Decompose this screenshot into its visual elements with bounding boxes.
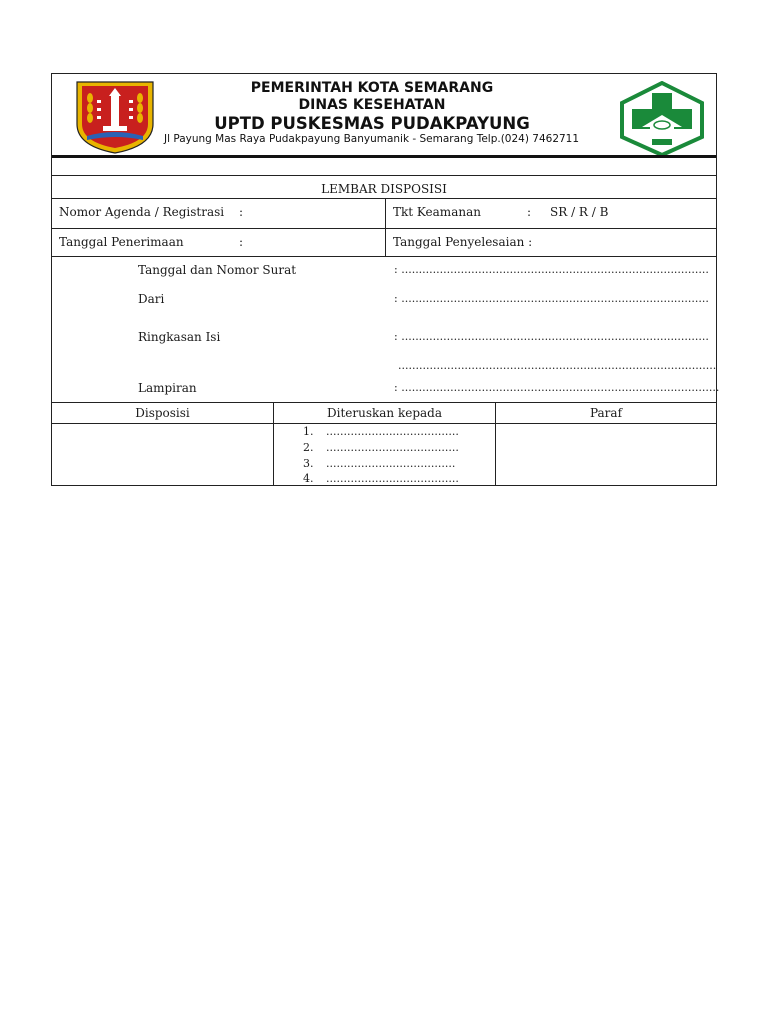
agenda-colon: :	[239, 205, 244, 219]
puskesmas-logo-icon	[618, 81, 706, 157]
field-label: Ringkasan Isi	[138, 330, 221, 344]
clinic-address: Jl Payung Mas Raya Pudakpayung Banyumanik - Semarang Telp.(024) 7462711	[164, 133, 580, 145]
field-dots: : ........................................................................................	[394, 330, 709, 343]
column-header-disposisi: Disposisi	[135, 406, 190, 420]
divider	[52, 423, 716, 424]
divider	[385, 198, 386, 257]
recipient-number: 3.	[303, 457, 314, 470]
completion-date-label: Tanggal Penyelesaian :	[393, 235, 533, 249]
government-name: PEMERINTAH KOTA SEMARANG	[250, 80, 494, 96]
recipient-number: 4.	[303, 472, 314, 485]
city-emblem-icon	[73, 80, 157, 154]
field-dots: : ...........................................................................................	[394, 381, 720, 394]
form-title: LEMBAR DISPOSISI	[321, 182, 447, 196]
divider	[52, 175, 716, 176]
divider	[52, 402, 716, 403]
recipient-dots: ......................................	[326, 425, 459, 438]
divider	[52, 256, 716, 257]
clinic-name: UPTD PUSKESMAS PUDAKPAYUNG	[214, 114, 530, 133]
security-level-value: SR / R / B	[550, 205, 609, 219]
letterhead	[52, 74, 716, 156]
column-header-forwarded-to: Diteruskan kepada	[326, 406, 443, 420]
received-date-label: Tanggal Penerimaan	[59, 235, 184, 249]
security-level-label: Tkt Keamanan	[393, 205, 481, 219]
recipient-number: 1.	[303, 425, 314, 438]
field-label: Dari	[138, 292, 165, 306]
field-dots: ...........................................................................................	[398, 359, 717, 372]
disposition-sheet	[51, 73, 720, 486]
recipient-dots: ......................................	[326, 472, 459, 485]
divider	[52, 228, 716, 229]
recipient-dots: ......................................	[326, 441, 459, 454]
column-header-signature: Paraf	[589, 406, 623, 420]
department-name: DINAS KESEHATAN	[298, 97, 446, 113]
field-dots: : ........................................................................................	[394, 263, 709, 276]
recipient-dots: .....................................	[326, 457, 456, 470]
field-label: Lampiran	[138, 381, 197, 395]
received-date-colon: :	[239, 235, 244, 249]
divider	[52, 198, 716, 199]
agenda-label: Nomor Agenda / Registrasi	[59, 205, 225, 219]
field-dots: : ........................................................................................	[394, 292, 709, 305]
letterhead-rule	[52, 155, 716, 158]
security-level-colon: :	[527, 205, 532, 219]
recipient-number: 2.	[303, 441, 314, 454]
field-label: Tanggal dan Nomor Surat	[138, 263, 297, 277]
